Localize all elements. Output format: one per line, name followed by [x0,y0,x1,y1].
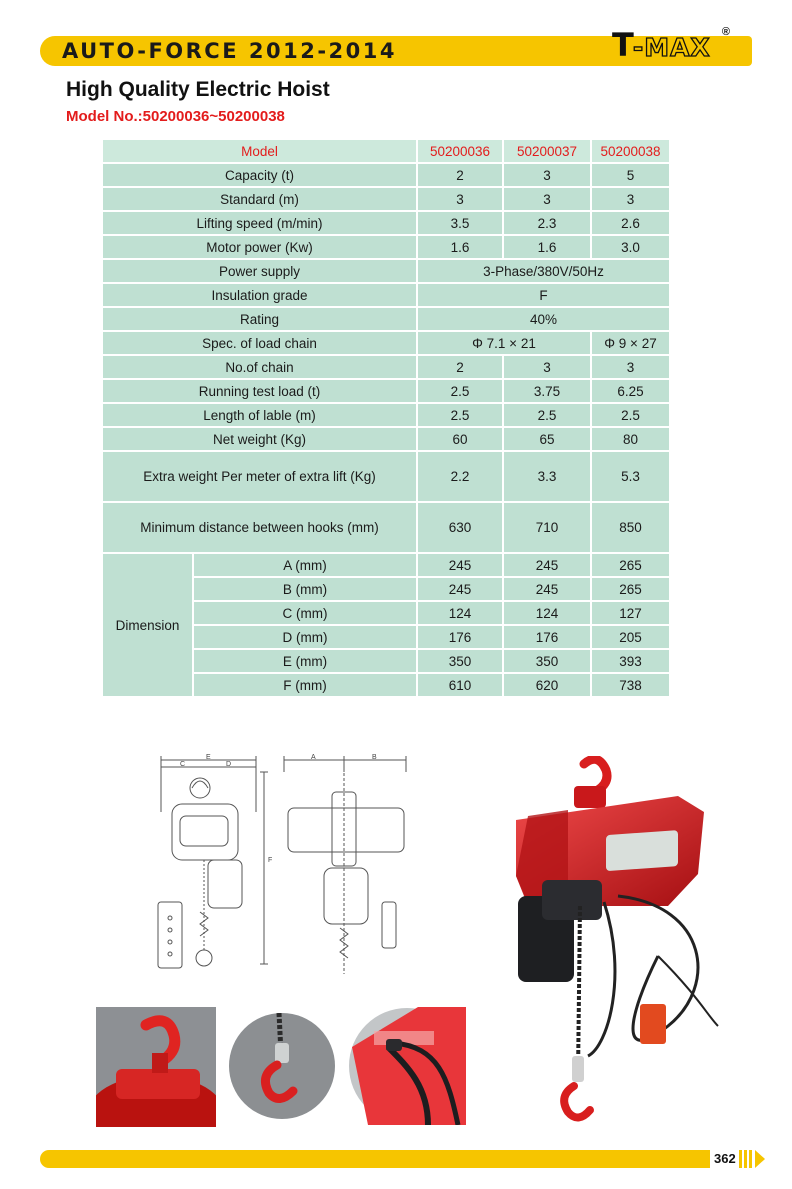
table-row [102,403,670,427]
page-title: High Quality Electric Hoist [66,78,330,101]
cell: 2.3 [503,211,591,235]
cell: 176 [417,625,503,649]
cell: 2.5 [417,379,503,403]
cell: 245 [503,553,591,577]
row-label: D (mm) [193,625,417,649]
cell: 350 [417,649,503,673]
cell: 265 [591,577,670,601]
cell: 5 [591,163,670,187]
row-label: E (mm) [193,649,417,673]
table-row [102,502,670,553]
table-row [102,307,670,331]
header-model: Model [102,139,417,163]
cell: 1.6 [503,235,591,259]
merged-cell: Φ 7.1 × 21 [417,331,591,355]
cell: 3.3 [503,451,591,502]
cell: 3.5 [417,211,503,235]
cell: 3 [503,163,591,187]
dim-label-f: F [268,857,273,864]
cell: 2.5 [503,403,591,427]
dim-label-d: D [226,761,232,768]
footer-band [40,1150,710,1168]
cell: 2 [417,355,503,379]
cell: 3 [503,355,591,379]
row-label: Insulation grade [102,283,417,307]
logo-letter-t: T [612,26,633,64]
cell: 3 [417,187,503,211]
row-label: Extra weight Per meter of extra lift (Kg) [102,451,417,502]
row-label: Power supply [102,259,417,283]
cell: 2.5 [417,403,503,427]
brand-title: AUTO-FORCE 2012-2014 [62,39,397,63]
cell: 6.25 [591,379,670,403]
table-row [102,451,670,502]
cell: 2.2 [417,451,503,502]
table-header-row [102,139,670,163]
table-row [102,283,670,307]
table-row [102,379,670,403]
dim-label-a: A [311,754,316,761]
cell: 1.6 [417,235,503,259]
cell: 205 [591,625,670,649]
model-number: Model No.:50200036~50200038 [66,108,285,125]
row-label: Length of lable (m) [102,403,417,427]
row-label: Minimum distance between hooks (mm) [102,502,417,553]
row-label: No.of chain [102,355,417,379]
row-label: Lifting speed (m/min) [102,211,417,235]
cell: 127 [591,601,670,625]
row-label: Motor power (Kw) [102,235,417,259]
cell: 350 [503,649,591,673]
cell: 245 [417,577,503,601]
detail-photo-bottom-hook [229,1013,335,1119]
cell: 710 [503,502,591,553]
cell: 738 [591,673,670,697]
spec-table [101,138,671,698]
row-label: Standard (m) [102,187,417,211]
table-row [102,427,670,451]
cell: 124 [503,601,591,625]
cell: 124 [417,601,503,625]
cell: 2 [417,163,503,187]
merged-cell: 3-Phase/380V/50Hz [417,259,670,283]
detail-photo-cable-entry [348,1007,466,1125]
row-label: Capacity (t) [102,163,417,187]
table-row [102,211,670,235]
tmax-logo [612,20,730,68]
table-row [102,553,670,577]
row-label: Running test load (t) [102,379,417,403]
cell: 610 [417,673,503,697]
row-label: B (mm) [193,577,417,601]
cell: 3 [591,355,670,379]
cell: 3.75 [503,379,591,403]
cell: 80 [591,427,670,451]
row-label: Rating [102,307,417,331]
detail-photo-top-hook [96,1007,216,1127]
table-row [102,259,670,283]
merged-cell: 40% [417,307,670,331]
cell: 630 [417,502,503,553]
cell: 265 [591,553,670,577]
dimension-label: Dimension [102,553,193,697]
cell: 245 [503,577,591,601]
cell: 850 [591,502,670,553]
header-50200037: 50200037 [503,139,591,163]
row-label: Spec. of load chain [102,331,417,355]
table-row [102,331,670,355]
hoist-product-photo [508,756,724,1130]
table-row [102,235,670,259]
merged-cell: F [417,283,670,307]
cell: 5.3 [591,451,670,502]
page-arrow-icon [739,1150,769,1168]
cell: 245 [417,553,503,577]
table-row [102,187,670,211]
table-row [102,355,670,379]
technical-drawing [156,752,412,984]
dim-label-e: E [206,754,211,761]
cell: 2.6 [591,211,670,235]
cell: 3 [503,187,591,211]
header-50200038: 50200038 [591,139,670,163]
cell: 2.5 [591,403,670,427]
header-50200036: 50200036 [417,139,503,163]
cell: 393 [591,649,670,673]
row-label: C (mm) [193,601,417,625]
cell: 65 [503,427,591,451]
table-row [102,163,670,187]
cell: 176 [503,625,591,649]
dim-label-b: B [372,754,377,761]
dim-label-c: C [180,761,186,768]
cell: 3.0 [591,235,670,259]
page-number: 362 [714,1151,736,1166]
row-label: F (mm) [193,673,417,697]
row-label: A (mm) [193,553,417,577]
cell: 620 [503,673,591,697]
row-label: Net weight (Kg) [102,427,417,451]
logo-letters-max: -MAX [632,33,711,62]
cell: 60 [417,427,503,451]
cell: Φ 9 × 27 [591,331,670,355]
cell: 3 [591,187,670,211]
registered-mark: ® [721,26,730,38]
